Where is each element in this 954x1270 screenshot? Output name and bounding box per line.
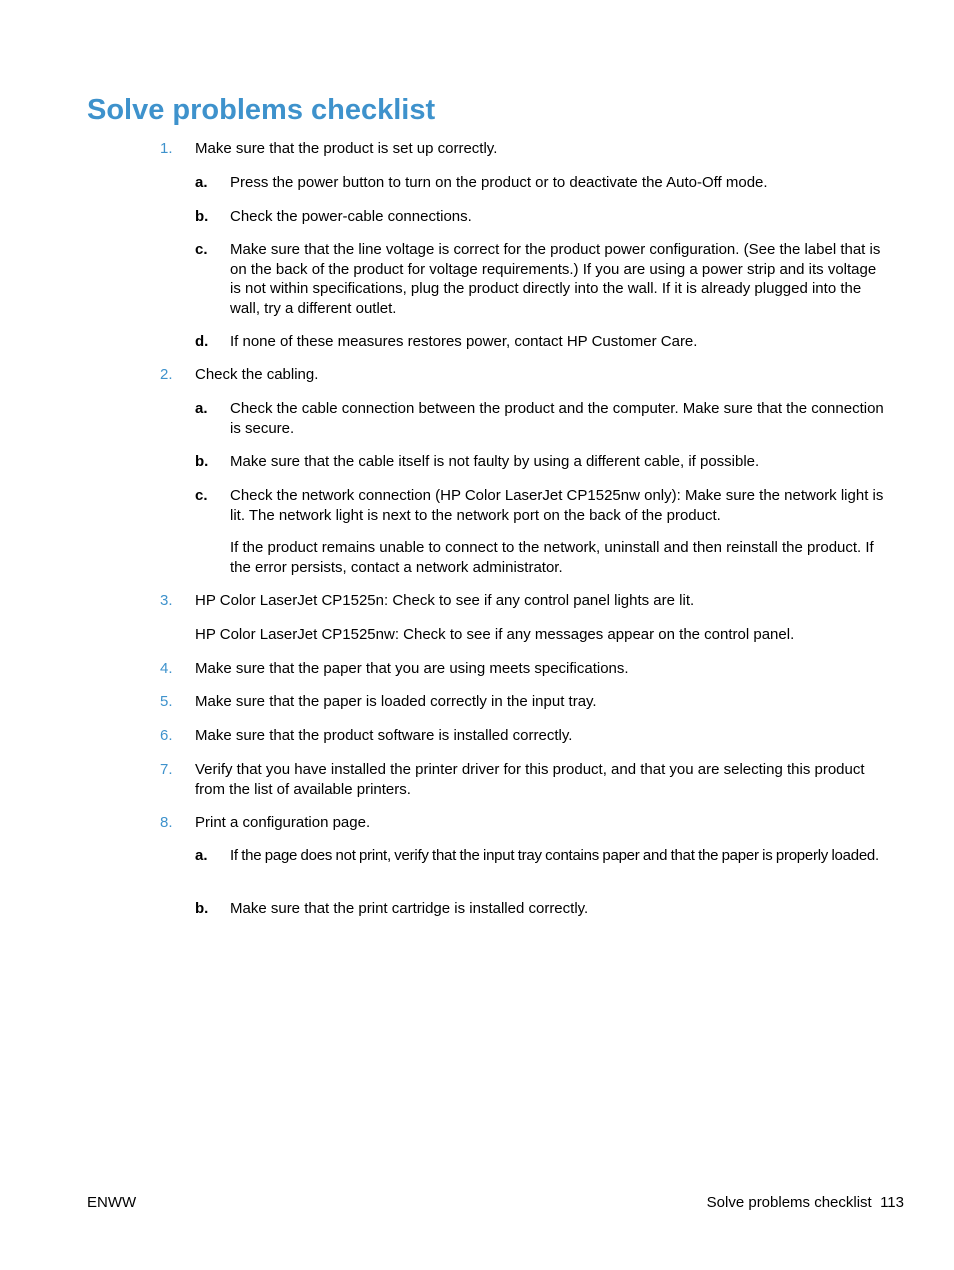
- substep-text: Make sure that the print cartridge is installed correctly.: [230, 900, 589, 917]
- step-2: [160, 365, 890, 385]
- step-3: [160, 591, 890, 611]
- substep-1c: [195, 240, 890, 318]
- step-text: HP Color LaserJet CP1525n: Check to see if any control panel lights are lit.: [195, 592, 695, 609]
- step-number: 1.: [160, 140, 173, 157]
- substep-text: If the page does not print, verify that the input tray contains paper and that the paper is properly loaded.: [230, 847, 879, 864]
- step-text: Make sure that the paper that you are using meets specifications.: [195, 660, 629, 677]
- substep-letter: b.: [195, 900, 209, 917]
- substep-text: If none of these measures restores power, contact HP Customer Care.: [230, 333, 698, 350]
- step-number: 8.: [160, 814, 173, 831]
- substep-letter: a.: [195, 400, 208, 417]
- step-number: 7.: [160, 761, 173, 778]
- substep-8b: [195, 899, 890, 919]
- step-text: Check the cabling.: [195, 366, 319, 383]
- step-5: [160, 692, 890, 712]
- substep-text: Make sure that the cable itself is not faulty by using a different cable, if possible.: [230, 453, 760, 470]
- substep-2b: [195, 452, 890, 472]
- substep-2c: [195, 486, 890, 525]
- step-number: 5.: [160, 693, 173, 710]
- page-number: 113: [880, 1194, 904, 1211]
- footer-title: Solve problems checklist: [706, 1194, 872, 1211]
- substep-letter: b.: [195, 208, 209, 225]
- page-title: Solve problems checklist: [87, 94, 436, 126]
- substep-letter: c.: [195, 487, 208, 504]
- substep-text: Check the power-cable connections.: [230, 208, 472, 225]
- step-text: Print a configuration page.: [195, 814, 371, 831]
- step-number: 3.: [160, 592, 173, 609]
- substep-2a: [195, 399, 890, 438]
- step-text: Make sure that the product software is installed correctly.: [195, 727, 573, 744]
- substep-letter: d.: [195, 333, 209, 350]
- step-7: [160, 760, 890, 799]
- step-number: 2.: [160, 366, 173, 383]
- substep-text: Press the power button to turn on the product or to deactivate the Auto-Off mode.: [230, 174, 768, 191]
- substep-1b: [195, 207, 890, 227]
- step-8: [160, 813, 890, 833]
- footer-right: [707, 1193, 904, 1212]
- substep-text: Make sure that the line voltage is correct for the product power configuration. (See the label that is on the back of the product for voltage requirements.) If you are using a power strip and its voltage is not within specifications, plug the product directly into the wall. If it is already plugged into the wall, try a different outlet.: [230, 241, 881, 317]
- substep-8a: [195, 846, 890, 866]
- step-3-note: HP Color LaserJet CP1525nw: Check to see if any messages appear on the control panel.: [195, 626, 795, 643]
- step-1: [160, 139, 890, 159]
- step-text: Make sure that the paper is loaded correctly in the input tray.: [195, 693, 597, 710]
- step-6: [160, 726, 890, 746]
- substep-2c-note: If the product remains unable to connect to the network, uninstall and then reinstall the product. If the error persists, contact a network administrator.: [230, 539, 874, 576]
- footer-left: ENWW: [87, 1194, 137, 1211]
- step-number: 6.: [160, 727, 173, 744]
- step-text: Verify that you have installed the printer driver for this product, and that you are selecting this product from the list of available printers.: [195, 761, 865, 798]
- step-text: Make sure that the product is set up correctly.: [195, 140, 498, 157]
- substep-1a: [195, 173, 890, 193]
- substep-letter: c.: [195, 241, 208, 258]
- substep-text: Check the network connection (HP Color LaserJet CP1525nw only): Make sure the network light is lit. The network light is next to the network port on the back of the product.: [230, 487, 884, 524]
- substep-1d: [195, 332, 890, 352]
- step-number: 4.: [160, 660, 173, 677]
- substep-letter: a.: [195, 174, 208, 191]
- substep-letter: b.: [195, 453, 209, 470]
- substep-letter: a.: [195, 847, 208, 864]
- step-4: [160, 659, 890, 679]
- substep-text: Check the cable connection between the product and the computer. Make sure that the connection is secure.: [230, 400, 884, 437]
